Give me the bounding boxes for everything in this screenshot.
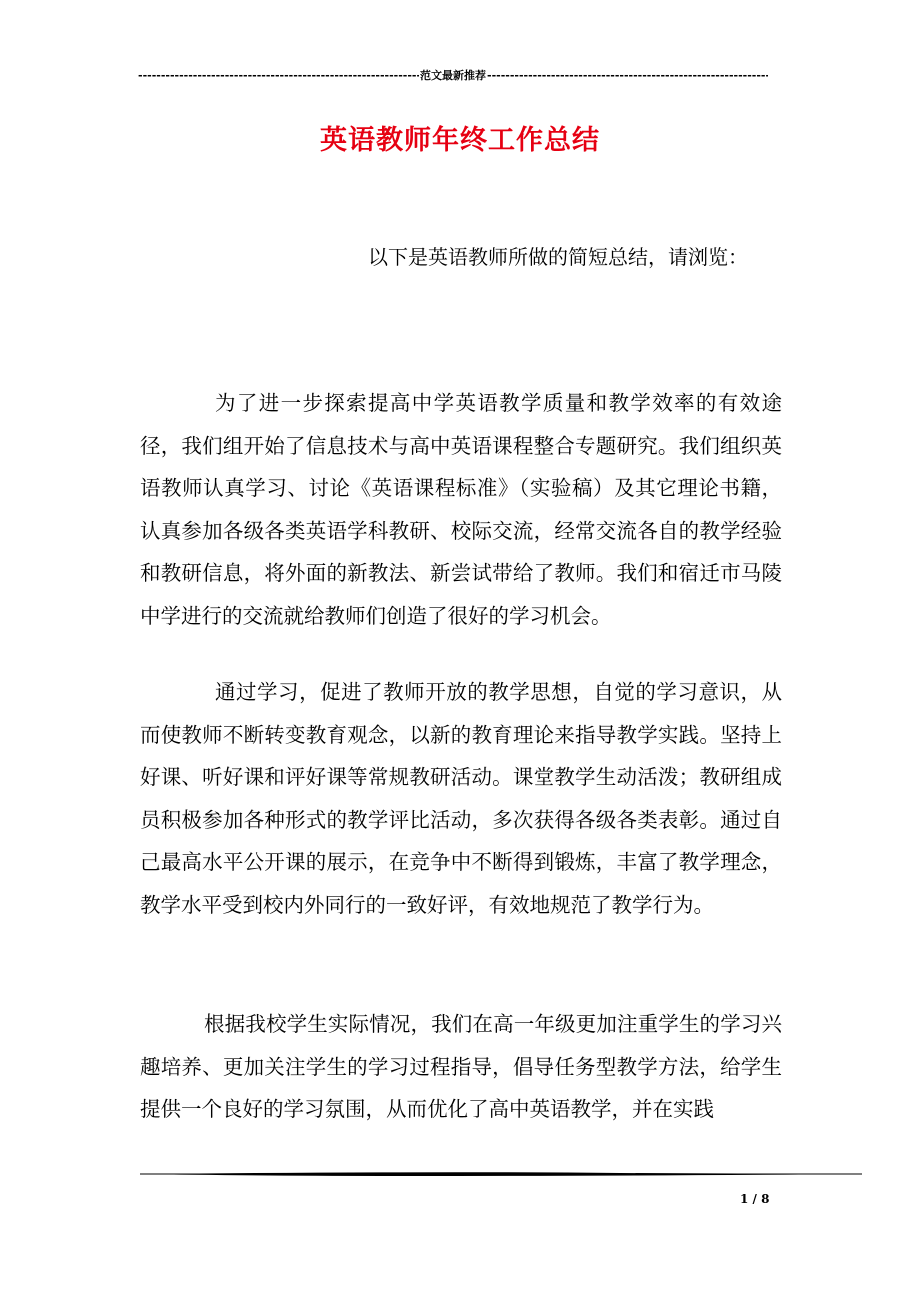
footer-divider [140, 1170, 862, 1178]
document-title: 英语教师年终工作总结 [320, 125, 600, 156]
header-label: 范文最新推荐 [420, 69, 486, 82]
page-header [138, 66, 768, 86]
paragraph-1-block [140, 382, 782, 638]
page-number: 1 / 8 [740, 1192, 770, 1206]
paragraph: 为了进一步探索提高中学英语教学质量和教学效率的有效途径，我们组开始了信息技术与高中英语课程整合专题研究。我们组织英语教师认真学习、讨论《英语课程标准》（实验稿）及其它理论书籍，认真参加各级各类英语学科教研、校际交流，经常交流各自的教学经验和教研信息，将外面的新教法、新尝试带给了教师。我们和宿迁市马陵中学进行的交流就给教师们创造了很好的学习机会。 [140, 391, 782, 628]
header-dash-left [138, 66, 419, 86]
intro-line: 以下是英语教师所做的简短总结，请浏览： [368, 245, 748, 269]
paragraph-3-block [140, 1003, 782, 1131]
header-dash-right [487, 66, 768, 86]
paragraph-2-block [140, 671, 782, 927]
paragraph: 根据我校学生实际情况，我们在高一年级更加注重学生的学习兴趣培养、更加关注学生的学习过程指导，倡导任务型教学方法，给学生提供一个良好的学习氛围，从而优化了高中英语教学，并在实践 [140, 1012, 782, 1122]
paragraph: 通过学习，促进了教师开放的教学思想，自觉的学习意识，从而使教师不断转变教育观念，以新的教育理论来指导教学实践。坚持上好课、听好课和评好课等常规教研活动。课堂教学生动活泼；教研组成员积极参加各种形式的教学评比活动，多次获得各级各类表彰。通过自己最高水平公开课的展示，在竞争中不断得到锻炼，丰富了教学理念，教学水平受到校内外同行的一致好评，有效地规范了教学行为。 [140, 680, 782, 917]
